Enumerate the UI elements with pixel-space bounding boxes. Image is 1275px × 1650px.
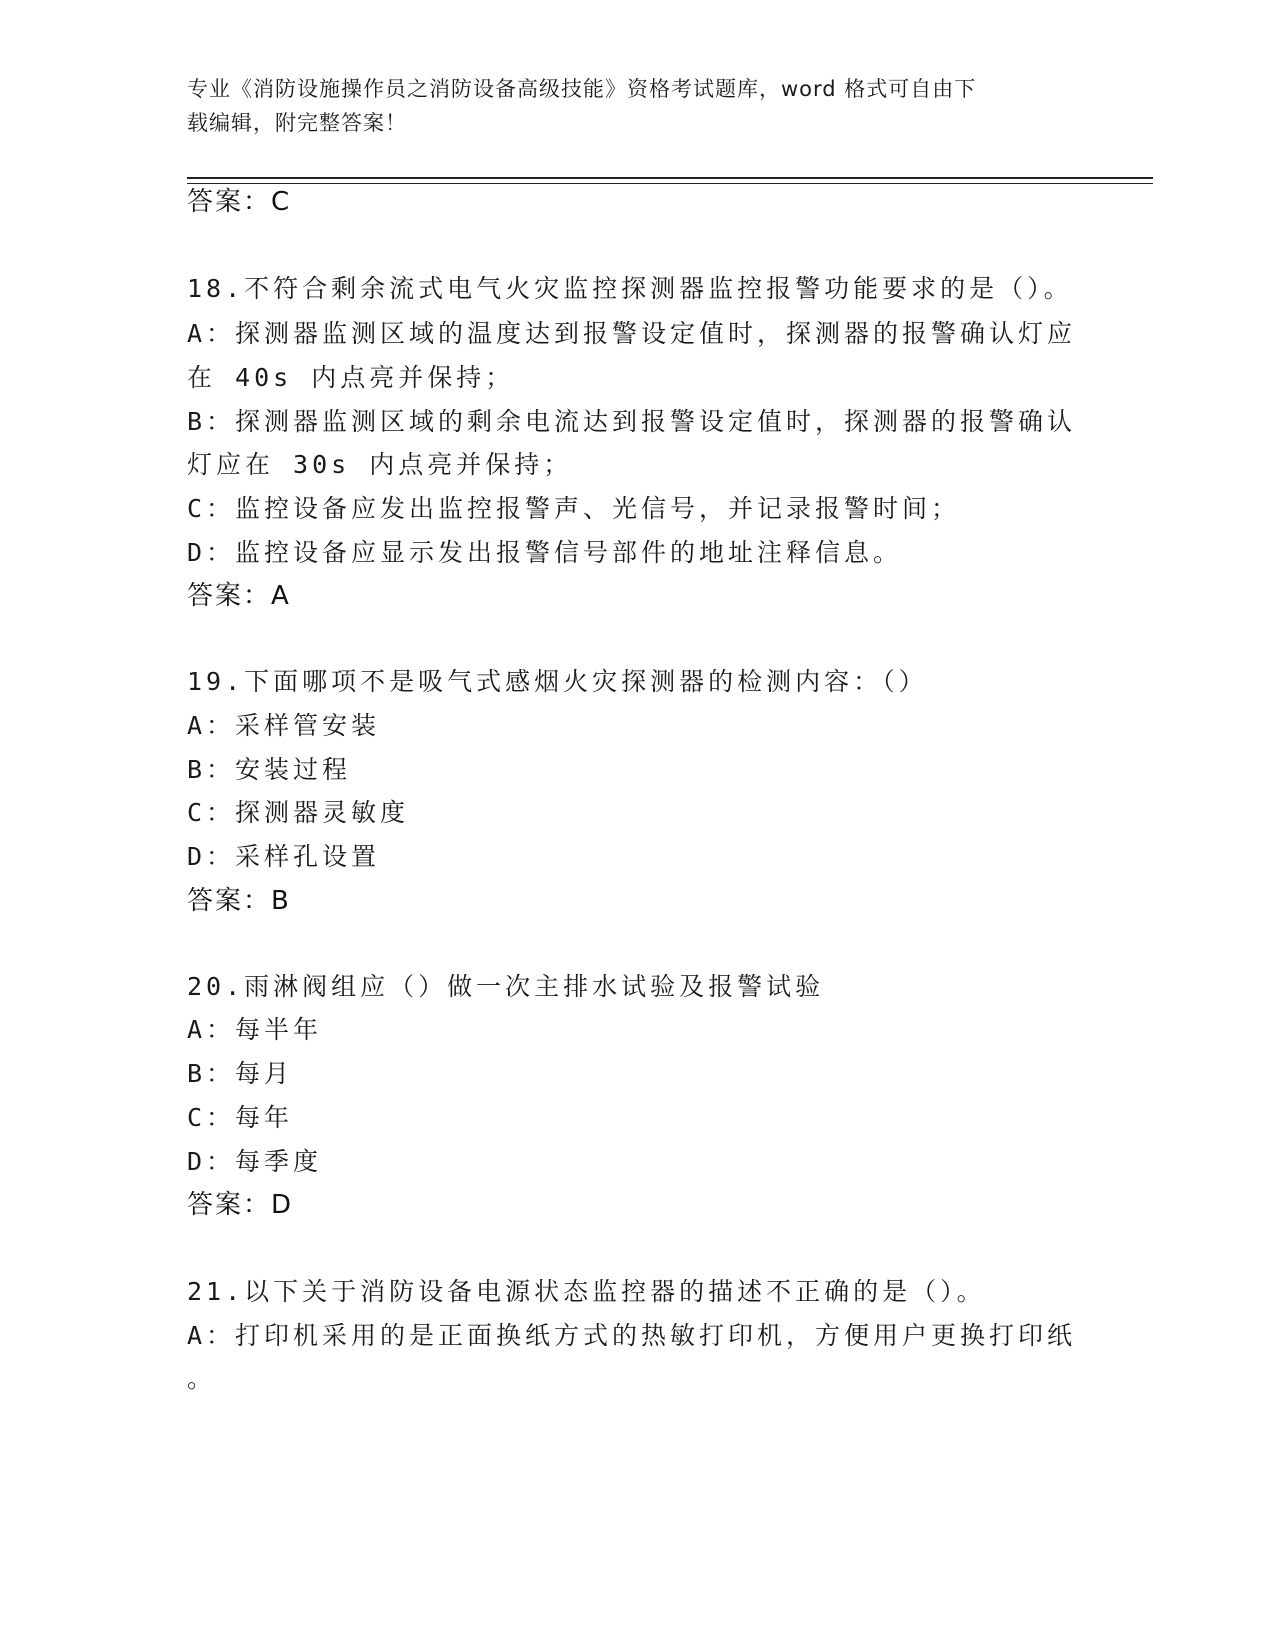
header-line-2: 载编辑，附完整答案！ (187, 111, 407, 135)
question-18-stem: 18.不符合剩余流式电气火灾监控探测器监控报警功能要求的是（）。 (187, 274, 1073, 303)
header-line-1: 专业《消防设施操作员之消防设备高级技能》资格考试题库，word 格式可自由下 (187, 77, 977, 101)
question-20-option-d: D：每季度 (187, 1147, 323, 1176)
answer-20: 答案：D (187, 1190, 294, 1220)
question-18-option-d: D：监控设备应显示发出报警信号部件的地址注释信息。 (187, 538, 903, 567)
question-19-option-c: C：探测器灵敏度 (187, 798, 410, 827)
question-18-option-b: B：探测器监测区域的剩余电流达到报警设定值时，探测器的报警确认 (187, 407, 1077, 436)
question-20-option-c: C：每年 (187, 1103, 294, 1132)
question-21-option-a: A：打印机采用的是正面换纸方式的热敏打印机，方便用户更换打印纸 (187, 1321, 1077, 1350)
question-19-stem: 19.下面哪项不是吸气式感烟火灾探测器的检测内容：（） (187, 667, 928, 696)
question-18-option-b-cont: 灯应在 30s 内点亮并保持； (187, 450, 573, 479)
question-19-option-b: B：安装过程 (187, 755, 352, 784)
document-header (187, 72, 1067, 140)
answer-19: 答案：B (187, 886, 291, 916)
question-18-option-a-cont: 在 40s 内点亮并保持； (187, 363, 515, 392)
question-18-option-c: C：监控设备应发出监控报警声、光信号，并记录报警时间； (187, 494, 961, 523)
question-19-option-a: A：采样管安装 (187, 711, 381, 740)
header-rule (187, 177, 1153, 179)
question-18-option-a: A：探测器监测区域的温度达到报警设定值时，探测器的报警确认灯应 (187, 319, 1077, 348)
question-19-option-d: D：采样孔设置 (187, 842, 381, 871)
answer-18: 答案：A (187, 581, 291, 611)
header-rule-thin (187, 183, 1153, 184)
question-20-option-a: A：每半年 (187, 1015, 323, 1044)
question-21-stem: 21.以下关于消防设备电源状态监控器的描述不正确的是（）。 (187, 1277, 986, 1306)
question-20-stem: 20.雨淋阀组应（）做一次主排水试验及报警试验 (187, 972, 825, 1001)
answer-17: 答案：C (187, 187, 292, 217)
question-20-option-b: B：每月 (187, 1059, 294, 1088)
question-21-option-a-cont: 。 (187, 1364, 217, 1393)
